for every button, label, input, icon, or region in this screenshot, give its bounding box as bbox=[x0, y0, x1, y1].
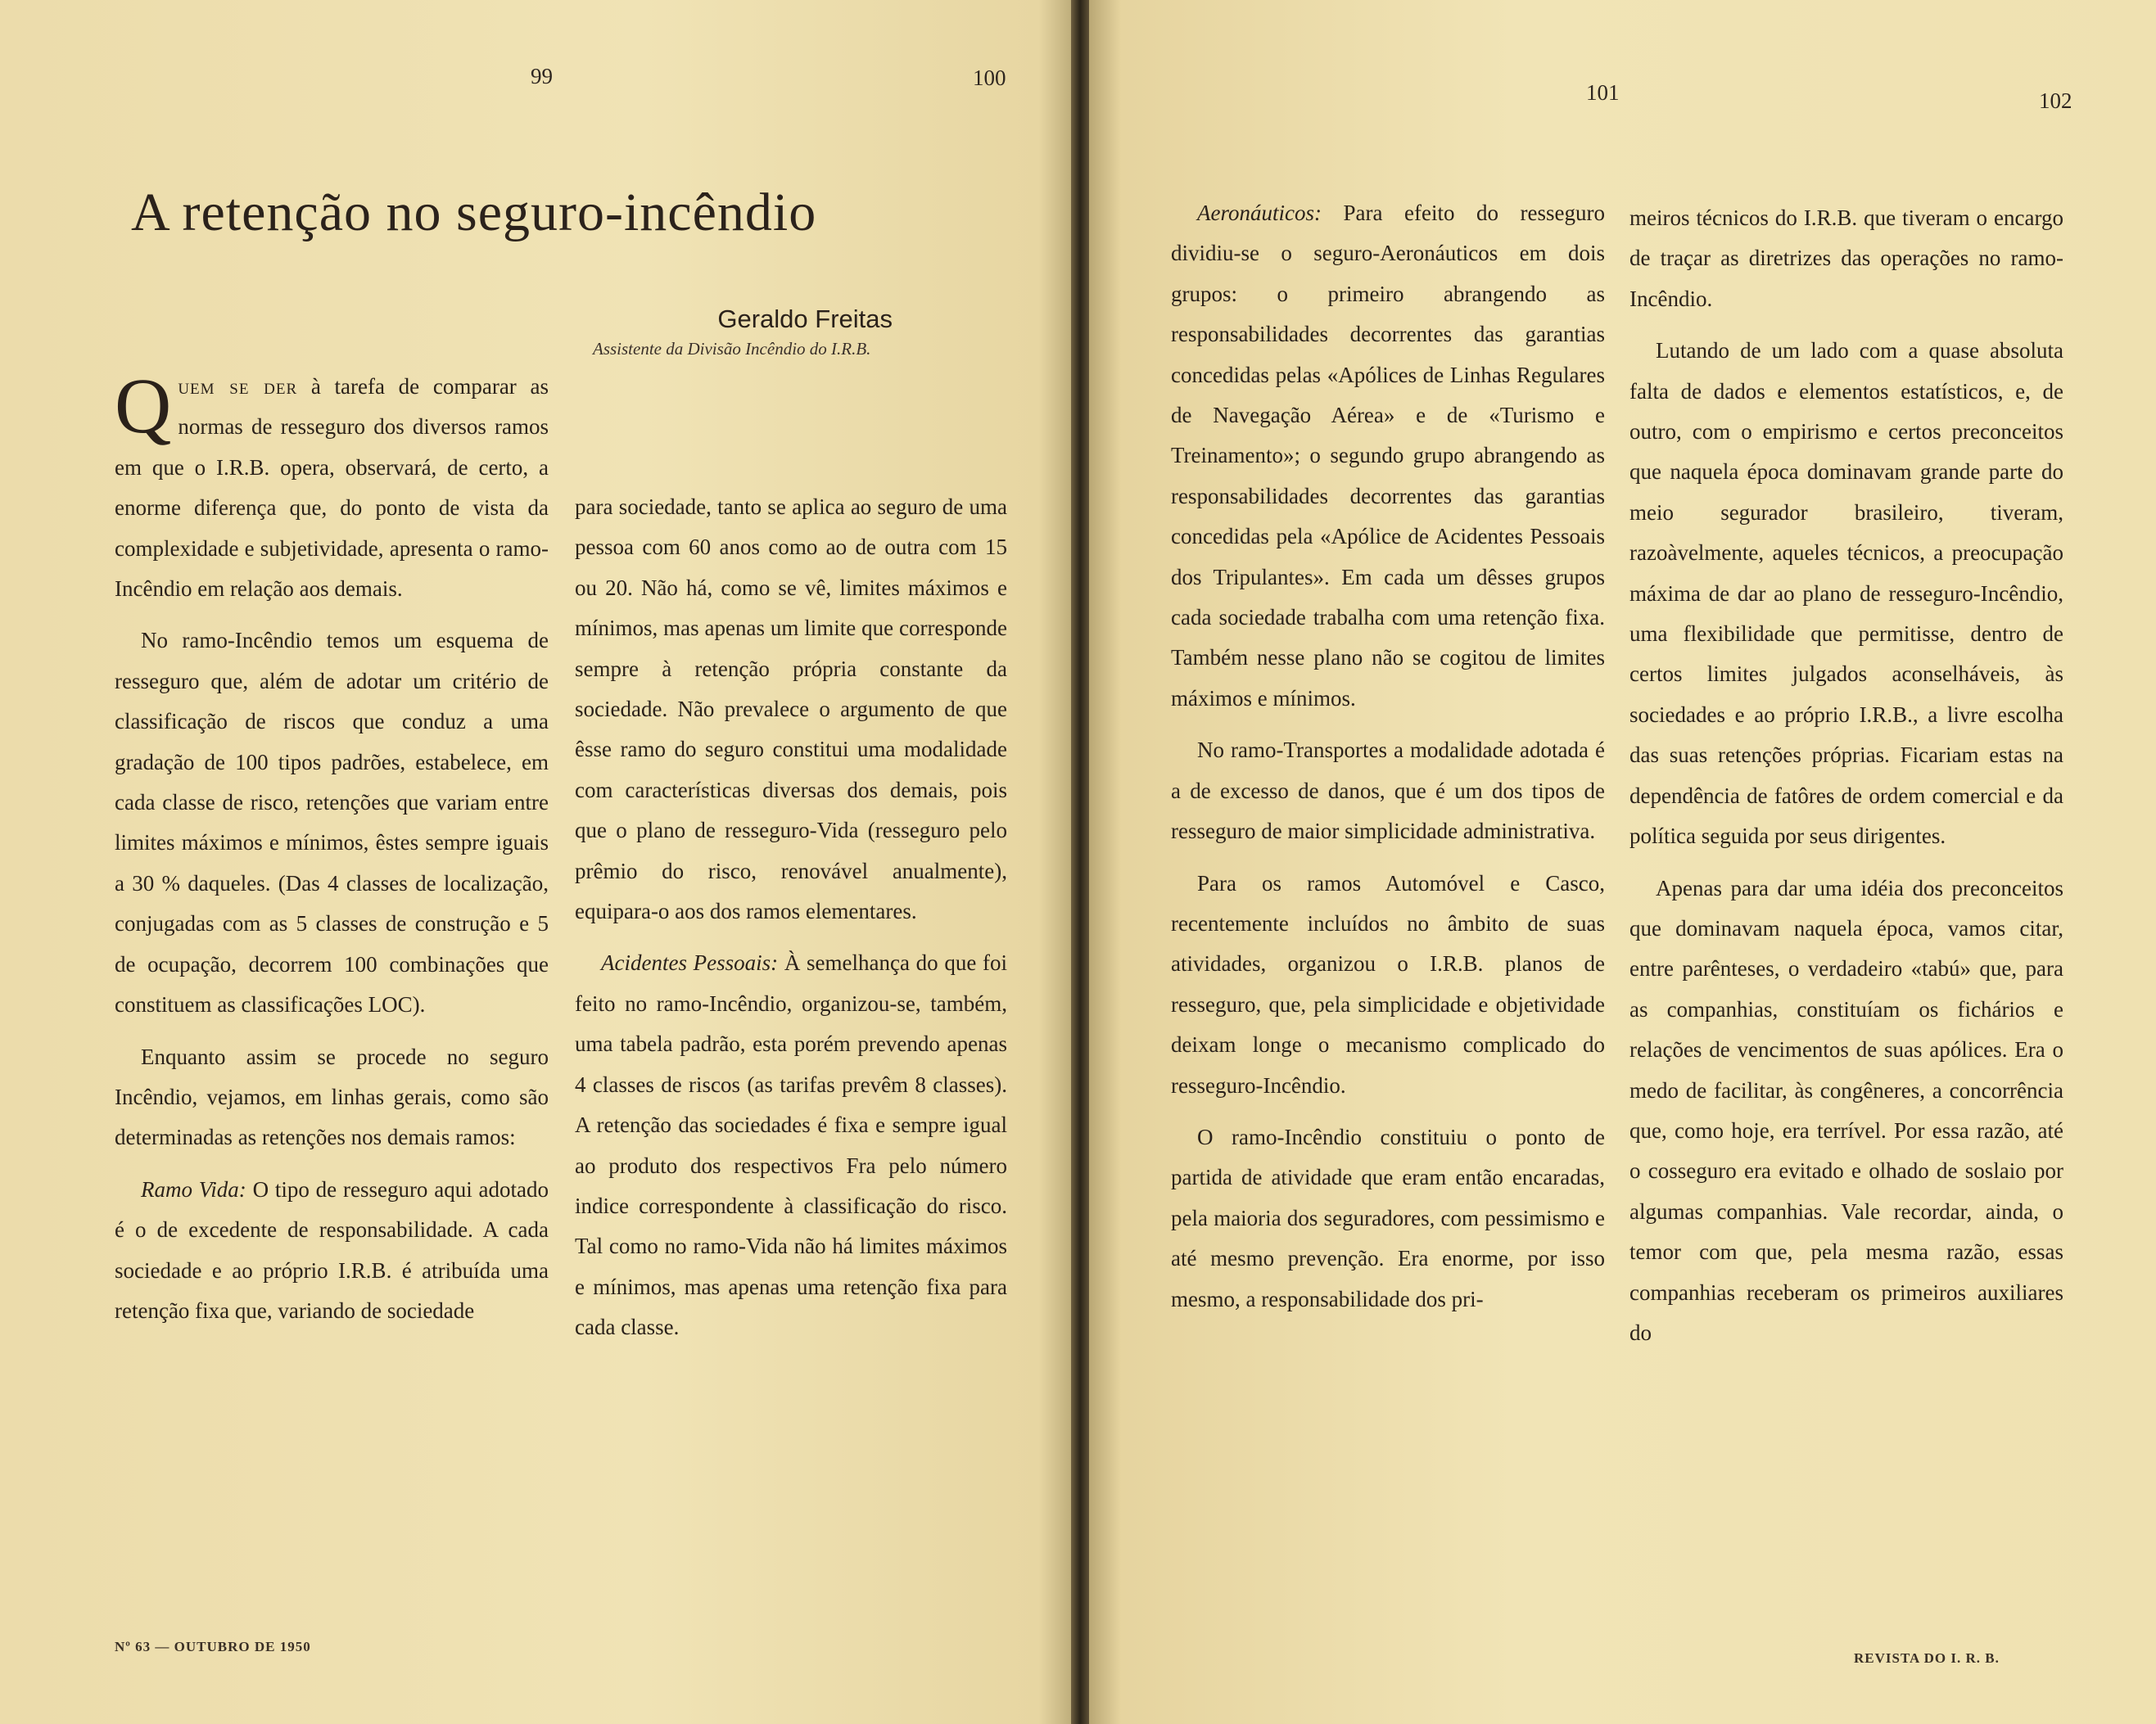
page-number-100: 100 bbox=[973, 65, 1006, 90]
paragraph: Lutando de um lado com a quase absoluta falta de dados e elementos estatísticos, e, de outro, com o empirismo e certos preconceitos que naquela época dominavam grande parte do meio segurador brasileiro, tiveram, razoàvelmente, aqueles técnicos, a preocupação máxima de dar ao plano de resseguro-Incêndio, uma flexibilidade que permitisse, dentro de certos limites julgados aconselháveis, às sociedades e ao próprio I.R.B., a livre escolha das suas retenções próprias. Ficariam estas na dependência de fatôres de ordem comercial e da política seguida por seus dirigentes. bbox=[1629, 338, 2063, 849]
section-label: Ramo Vida: bbox=[141, 1176, 246, 1202]
left-column-1 bbox=[115, 362, 549, 1343]
article-title: A retenção no seguro-incêndio bbox=[131, 183, 817, 242]
page-number-99: 99 bbox=[531, 64, 553, 88]
small-caps-lead: uem se der bbox=[178, 374, 298, 399]
paragraph-text: O tipo de resseguro aqui adotado é o de excedente de responsabilidade. A cada sociedade e ao próprio I.R.B. é atribuída uma retenção fixa que, variando de sociedade bbox=[115, 1176, 549, 1323]
paragraph: para sociedade, tanto se aplica ao seguro de uma pessoa com 60 anos como ao de outra com 15 ou 20. Não há, como se vê, limites máximos e mínimos, mas apenas um limite que corresponde sempre à retenção própria constante da sociedade. Não prevalece o argumento de que êsse ramo do seguro constitui uma modalidade com características diversas dos demais, pois que o plano de resseguro-Vida (resseguro pelo prêmio do risco, renovável anualmente), equipara-o aos dos ramos elementares. bbox=[575, 494, 1007, 924]
right-column-2 bbox=[1629, 198, 2063, 1365]
section-label: Acidentes Pessoais: bbox=[601, 950, 779, 976]
paragraph bbox=[115, 362, 549, 609]
left-column-2 bbox=[575, 487, 1007, 1360]
right-page bbox=[1089, 0, 2156, 1724]
paragraph: No ramo-Incêndio temos um esquema de resseguro que, além de adotar um critério de classificação de riscos que conduz a uma gradação de 100 tipos padrões, estabelece, em cada classe de risco, retenções que variam entre limites máximos e mínimos, êstes sempre iguais a 30 % daqueles. (Das 4 classes de localização, conjugadas com as 5 classes de construção e 5 de ocupação, decorrem 100 combinações que constituem as classificações LOC). bbox=[115, 628, 549, 1018]
paragraph: Enquanto assim se procede no seguro Incêndio, vejamos, em linhas gerais, como são determinadas as retenções nos demais ramos: bbox=[115, 1044, 549, 1150]
journal-footer: REVISTA DO I. R. B. bbox=[1854, 1650, 2000, 1666]
section-label: Aeronáuticos: bbox=[1197, 201, 1322, 225]
page-number-102: 102 bbox=[2039, 88, 2072, 113]
left-page bbox=[0, 0, 1071, 1724]
paragraph: Apenas para dar uma idéia dos preconceitos que dominavam naquela época, vamos citar, entre parênteses, o verdadeiro «tabú» que, para as companhias, constituíam os fichários e relações de vencimentos de suas apólices. Era o medo de facilitar, às congêneres, a concorrência que, como hoje, era terrível. Por essa razão, até o cosseguro era evitado e olhado de soslaio por algumas companhias. Vale recordar, ainda, o temor com que, pela mesma razão, essas companhias receberam os primeiros auxiliares do bbox=[1629, 875, 2063, 1345]
page-number-101: 101 bbox=[1586, 80, 1620, 105]
issue-footer: Nº 63 — OUTUBRO DE 1950 bbox=[115, 1639, 311, 1654]
paragraph: O ramo-Incêndio constituiu o ponto de partida de atividade que eram então encaradas, pela maioria dos seguradores, com pessimismo e até mesmo prevenção. Era enorme, por isso mesmo, a responsabilidade dos pri- bbox=[1171, 1124, 1605, 1311]
paragraph: Para os ramos Automóvel e Casco, recentemente incluídos no âmbito de suas atividades, organizou o I.R.B. planos de resseguro, que, pela simplicidade e objetividade deixam longe o mecanismo complicado do resseguro-Incêndio. bbox=[1171, 870, 1605, 1098]
paragraph: meiros técnicos do I.R.B. que tiveram o encargo de traçar as diretrizes das operações no ramo-Incêndio. bbox=[1629, 205, 2063, 311]
paragraph-text: à tarefa de comparar as normas de resseguro dos diversos ramos em que o I.R.B. opera, observará, de certo, a enorme diferença que, do ponto de vista da complexidade e subjetividade, apresenta o ramo-Incêndio em relação aos demais. bbox=[115, 374, 549, 602]
book-gutter bbox=[1071, 0, 1089, 1724]
drop-cap: Q bbox=[115, 362, 172, 449]
right-column-1 bbox=[1171, 193, 1605, 1331]
author-name: Geraldo Freitas bbox=[717, 305, 893, 333]
paragraph-text: À semelhança do que foi feito no ramo-Incêndio, organizou-se, também, uma tabela padrão, esta porém prevendo apenas 4 classes de riscos (as tarifas prevêm 8 classes). A retenção das sociedades é fixa e sempre igual ao produto dos respectivos Fra pelo número indice correspondente à classificação do risco. Tal como no ramo-Vida não há limites máximos e mínimos, mas apenas uma retenção fixa para cada classe. bbox=[575, 950, 1007, 1340]
paragraph bbox=[115, 1170, 549, 1332]
paragraph: No ramo-Transportes a modalidade adotada é a de excesso de danos, que é um dos tipos de resseguro de maior simplicidade administrativa. bbox=[1171, 738, 1605, 844]
paragraph-text: Para efeito do resseguro dividiu-se o seguro-Aeronáuticos em dois grupos: o primeiro abrangendo as responsabilidades decorrentes das garantias concedidas pelas «Apólices de Linhas Regulares de Navegação Aérea» e de «Turismo e Treinamento»; o segundo grupo abrangendo as responsabilidades decorrentes das garantias concedidas pela «Apólice de Acidentes Pessoais dos Tripulantes». Em cada um dêsses grupos cada sociedade trabalha com uma retenção fixa. Também nesse plano não se cogitou de limites máximos e mínimos. bbox=[1171, 201, 1605, 711]
author-role: Assistente da Divisão Incêndio do I.R.B. bbox=[593, 339, 871, 359]
paragraph bbox=[1171, 193, 1605, 719]
paragraph bbox=[575, 943, 1007, 1347]
